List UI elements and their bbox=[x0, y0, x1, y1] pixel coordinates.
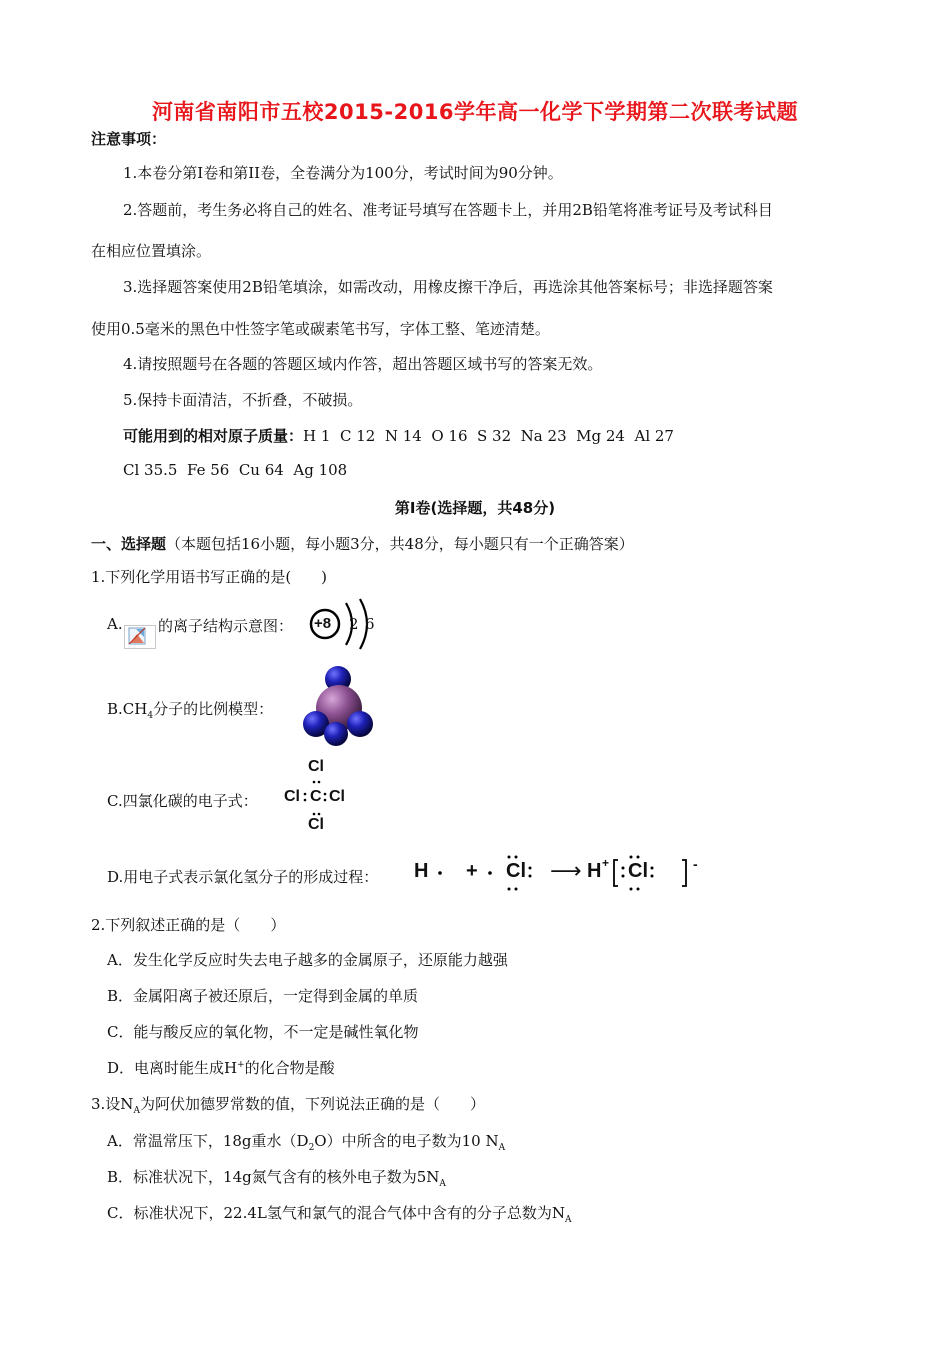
part1-heading: 第I卷(选择题，共48分) bbox=[394, 499, 556, 517]
q1-option-b-sub: 4 bbox=[147, 711, 154, 721]
q2-option-b: B．金属阳离子被还原后，一定得到金属的单质 bbox=[107, 987, 419, 1005]
hydrogen-ion-charge: + bbox=[602, 856, 610, 870]
q2-option-d-sup: + bbox=[237, 1060, 245, 1070]
notice-item-4: 4.请按照题号在各题的答题区域内作答，超出答题区域书写的答案无效。 bbox=[123, 355, 603, 373]
q2-option-d bbox=[107, 1057, 335, 1078]
q2-stem: 2.下列叙述正确的是（ ） bbox=[91, 916, 286, 934]
chloride-ion: Cl bbox=[628, 860, 648, 882]
q1-option-b-text bbox=[107, 698, 273, 721]
section1-heading bbox=[91, 533, 634, 554]
notice-item-2-cont: 在相应位置填涂。 bbox=[91, 242, 212, 260]
q2-option-d-post: 的化合物是酸 bbox=[244, 1059, 335, 1077]
reaction-arrow: ⟶ bbox=[550, 858, 582, 883]
q1-option-b-label: 分子的比例模型： bbox=[153, 700, 274, 718]
notice-heading: 注意事项： bbox=[91, 130, 167, 148]
notice-item-2: 2.答题前，考生务必将自己的姓名、准考证号填写在答题卡上，并用2B铅笔将准考证号及考试科目 bbox=[123, 201, 773, 219]
q3-stem-post: 为阿伏加德罗常数的值，下列说法正确的是（ ） bbox=[139, 1095, 485, 1113]
q3-stem-sub: A bbox=[133, 1106, 140, 1116]
q3-option-b bbox=[107, 1166, 446, 1189]
q1-option-d-text: D.用电子式表示氯化氢分子的形成过程： bbox=[107, 868, 379, 886]
ccl4-cl-top: Cl bbox=[308, 758, 324, 775]
section1-desc: （本题包括16小题，每小题3分，共48分，每小题只有一个正确答案） bbox=[166, 535, 634, 553]
broken-image-icon bbox=[124, 625, 156, 649]
hydrogen-atom: H bbox=[414, 860, 429, 882]
q1-option-a-prefix: A. bbox=[107, 615, 123, 633]
q3-option-b-pre: B．标准状况下，14g氮气含有的核外电子数为5N bbox=[107, 1168, 440, 1186]
ccl4-cl-left: Cl bbox=[284, 788, 300, 805]
q3-option-a-sub2: A bbox=[498, 1143, 506, 1153]
hcl-formation-process bbox=[410, 850, 705, 896]
ch4-space-filling-model bbox=[300, 664, 378, 748]
shell-1-electrons: 2 bbox=[349, 615, 359, 633]
chloride-ion-charge: - bbox=[693, 856, 698, 872]
ion-structure-diagram bbox=[306, 596, 380, 652]
atomic-mass-line-2: Cl 35.5 Fe 56 Cu 64 Ag 108 bbox=[123, 461, 348, 479]
q1-stem: 1.下列化学用语书写正确的是( ) bbox=[91, 568, 328, 586]
q3-option-a-mid: O）中所含的电子数为10 N bbox=[314, 1132, 499, 1150]
q3-option-a-sub: 2 bbox=[308, 1143, 315, 1153]
atomic-mass-line-1 bbox=[123, 425, 674, 446]
notice-item-3-cont: 使用0.5毫米的黑色中性签字笔或碳素笔书写，字体工整、笔迹清楚。 bbox=[91, 320, 550, 338]
notice-item-3: 3.选择题答案使用2B铅笔填涂，如需改动，用橡皮擦干净后，再选涂其他答案标号；非选择题答案 bbox=[123, 278, 773, 296]
atomic-mass-label: 可能用到的相对原子质量： bbox=[123, 427, 304, 445]
q3-option-b-sub: A bbox=[439, 1179, 446, 1189]
hydrogen-ion: H bbox=[587, 860, 602, 882]
ccl4-carbon: C bbox=[310, 788, 322, 805]
page-title: 河南省南阳市五校2015-2016学年高一化学下学期第二次联考试题 bbox=[151, 100, 799, 124]
q2-option-c: C．能与酸反应的氧化物，不一定是碱性氧化物 bbox=[107, 1023, 419, 1041]
q1-option-c-text: C.四氯化碳的电子式： bbox=[107, 792, 258, 810]
q3-stem-pre: 3.设N bbox=[91, 1095, 134, 1113]
notice-item-5: 5.保持卡面清洁，不折叠，不破损。 bbox=[123, 391, 363, 409]
q2-option-d-pre: D．电离时能生成H bbox=[107, 1059, 238, 1077]
q3-option-c bbox=[107, 1202, 571, 1225]
shell-2-electrons: 6 bbox=[365, 615, 375, 633]
ccl4-cl-right: Cl bbox=[329, 788, 345, 805]
chlorine-atom: Cl bbox=[506, 860, 526, 882]
plus-sign: + bbox=[466, 860, 478, 882]
q3-option-a bbox=[107, 1130, 505, 1153]
notice-item-1: 1.本卷分第I卷和第II卷，全卷满分为100分，考试时间为90分钟。 bbox=[123, 164, 563, 182]
q2-option-a: A．发生化学反应时失去电子越多的金属原子，还原能力越强 bbox=[107, 951, 508, 969]
ccl4-electron-formula bbox=[279, 756, 355, 840]
q1-option-b-prefix: B.CH bbox=[107, 700, 148, 718]
q1-option-a-text: 的离子结构示意图： bbox=[158, 617, 294, 635]
section1-label: 一、选择题 bbox=[91, 535, 167, 553]
ccl4-cl-bottom: Cl bbox=[308, 816, 324, 833]
q3-stem bbox=[91, 1093, 485, 1116]
q3-option-c-sub: A bbox=[564, 1215, 572, 1225]
q3-option-a-pre: A．常温常压下，18g重水（D bbox=[107, 1132, 309, 1150]
nucleus-charge: +8 bbox=[314, 615, 332, 632]
q3-option-c-pre: C．标准状况下，22.4L氢气和氯气的混合气体中含有的分子总数为N bbox=[107, 1204, 565, 1222]
atomic-mass-values-1: H 1 C 12 N 14 O 16 S 32 Na 23 Mg 24 Al 27 bbox=[303, 427, 674, 445]
